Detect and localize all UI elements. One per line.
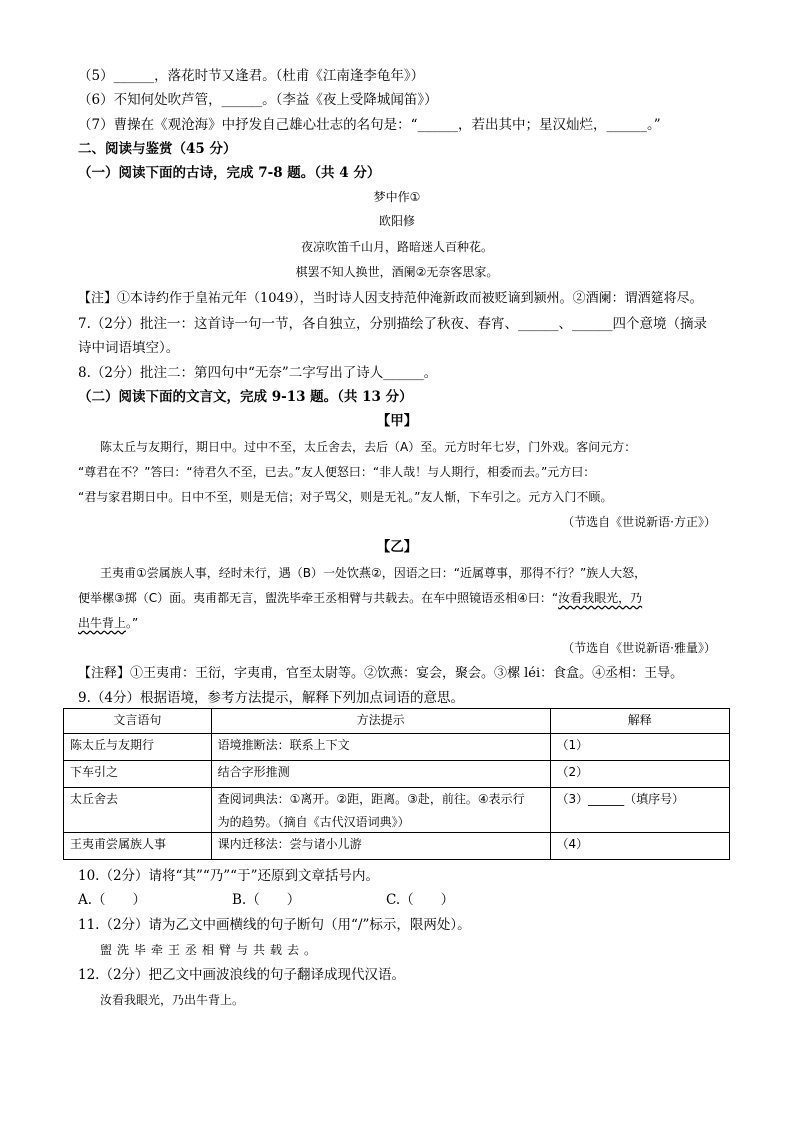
vocabulary-table [63, 708, 730, 860]
table-cell-answer[interactable]: （3）______（填序号） [550, 788, 729, 833]
passage-yi-line-2-text: 便举樏③掷（C）面。夷甫都无言，盥洗毕牵王丞相臂与共载去。在车中照镜语丞相④曰：“ [78, 591, 559, 605]
fill-question-7: （7）曹操在《观沧海》中抒发自己雄心壮志的名句是：“______，若出其中；星汉灿烂，______。” [78, 117, 661, 133]
fill-question-5: （5）______，落花时节又逢君。（杜甫《江南逢李龟年》） [78, 68, 425, 84]
poem-author: 欧阳修 [378, 214, 415, 228]
table-header-row [64, 709, 730, 734]
question-9-label: 9.（4分）根据语境，参考方法提示，解释下列加点词语的意思。 [78, 690, 464, 706]
table-cell-phrase: 太丘舍去 [64, 788, 212, 833]
section-2-heading: 二、阅读与鉴赏（45 分） [78, 141, 237, 157]
question-12-sentence: 汝看我眼光，乃出牛背上。 [100, 993, 245, 1007]
table-header-phrase: 文言语句 [64, 709, 212, 734]
table-cell-hint-line-1: 查阅词典法：①离开。②距，距离。③赴，前往。④表示行 [217, 792, 525, 806]
poem-title: 梦中作① [373, 190, 421, 204]
question-10-label: 10.（2分）请将“其”“乃”“于”还原到文章括号内。 [78, 868, 379, 884]
question-11-sentence: 盥洗毕牵王丞相臂与共载去。 [100, 943, 322, 957]
table-cell-answer[interactable]: （2） [550, 761, 729, 788]
table-cell-hint [211, 788, 550, 833]
table-header-answer: 解释 [550, 709, 729, 734]
passage-jia-title: 【甲】 [376, 413, 418, 429]
table-row [64, 734, 730, 761]
question-12-label: 12.（2分）把乙文中画波浪线的句子翻译成现代汉语。 [78, 967, 406, 983]
table-cell-phrase: 下车引之 [64, 761, 212, 788]
table-row [64, 788, 730, 833]
table-cell-phrase: 陈太丘与友期行 [64, 734, 212, 761]
table-row [64, 761, 730, 788]
table-header-hint: 方法提示 [211, 709, 550, 734]
part-1-heading: （一）阅读下面的古诗，完成 7-8 题。（共 4 分） [78, 165, 381, 181]
question-10-option-a[interactable]: A.（ ） [78, 892, 147, 908]
poem-note: 【注】①本诗约作于皇祐元年（1049），当时诗人因支持范仲淹新政而被贬谪到颍州。②酒阑：谓酒筵将尽。 [78, 291, 703, 306]
question-10-option-b[interactable]: B.（ ） [232, 892, 301, 908]
wavy-underlined-sentence-end: 出牛背上 [78, 616, 127, 630]
table-cell-hint: 语境推断法：联系上下文 [211, 734, 550, 761]
passage-yi-line-1: 王夷甫①尝属族人事，经时未行，遇（B）一处饮燕②，因语之曰：“近属尊事，那得不行？”族人大怒， [100, 566, 647, 580]
passage-yi-title: 【乙】 [376, 539, 418, 555]
question-10-option-c[interactable]: C.（ ） [386, 892, 455, 908]
passage-jia-line-3: “君与家君期日中。日中不至，则是无信；对子骂父，则是无礼。”友人惭，下车引之。元方入门不顾。 [78, 490, 613, 504]
question-7-line-2: 诗中词语填空）。 [78, 340, 180, 356]
question-8: 8.（2分）批注二：第四句中“无奈”二字写出了诗人______。 [78, 365, 438, 381]
poem-line-2: 棋罢不知人换世，酒阑②无奈客思家。 [295, 265, 499, 279]
passage-yi-line-3-tail: 。” [126, 616, 139, 630]
passage-yi-line-3 [78, 613, 138, 633]
part-2-heading: （二）阅读下面的文言文，完成 9-13 题。（共 13 分） [78, 389, 413, 405]
question-11-label: 11.（2分）请为乙文中画横线的句子断句（用“/”标示，限两处）。 [78, 917, 471, 933]
table-cell-answer[interactable]: （1） [550, 734, 729, 761]
table-cell-hint-line-2: 为的趋势。（摘自《古代汉语词典》） [217, 815, 410, 829]
table-cell-hint: 结合字形推测 [211, 761, 550, 788]
table-cell-phrase: 王夷甫尝属族人事 [64, 833, 212, 860]
wavy-underlined-sentence-start: 汝看我眼光，乃 [558, 591, 643, 605]
passage-jia-line-2: “尊君在不？”答曰：“待君久不至，已去。”友人便怒曰：“非人哉！与人期行，相委而去。”元方曰： [78, 465, 596, 479]
table-row [64, 833, 730, 860]
passage-jia-line-1: 陈太丘与友期行，期日中。过中不至，太丘舍去，去后（A）至。元方时年七岁，门外戏。客问元方： [100, 440, 637, 454]
fill-question-6: （6）不知何处吹芦管，______。（李益《夜上受降城闻笛》） [78, 92, 438, 108]
poem-line-1: 夜凉吹笛千山月，路暗迷人百种花。 [300, 240, 493, 254]
question-7-line-1: 7.（2分）批注一：这首诗一句一节，各自独立，分别描绘了秋夜、春宵、______、______四个意境（摘录 [78, 316, 707, 332]
passage-jia-source: （节选自《世说新语·方正》） [562, 515, 716, 529]
table-cell-answer[interactable]: （4） [550, 833, 729, 860]
passage-yi-line-2 [78, 588, 642, 608]
passage-yi-source: （节选自《世说新语·雅量》） [562, 641, 716, 655]
passage-yi-note: 【注释】①王夷甫：王衍，字夷甫，官至太尉等。②饮燕：宴会，聚会。③樏 léi：食盒。④丞相：王导。 [78, 666, 684, 681]
table-cell-hint: 课内迁移法：尝与诸小儿游 [211, 833, 550, 860]
